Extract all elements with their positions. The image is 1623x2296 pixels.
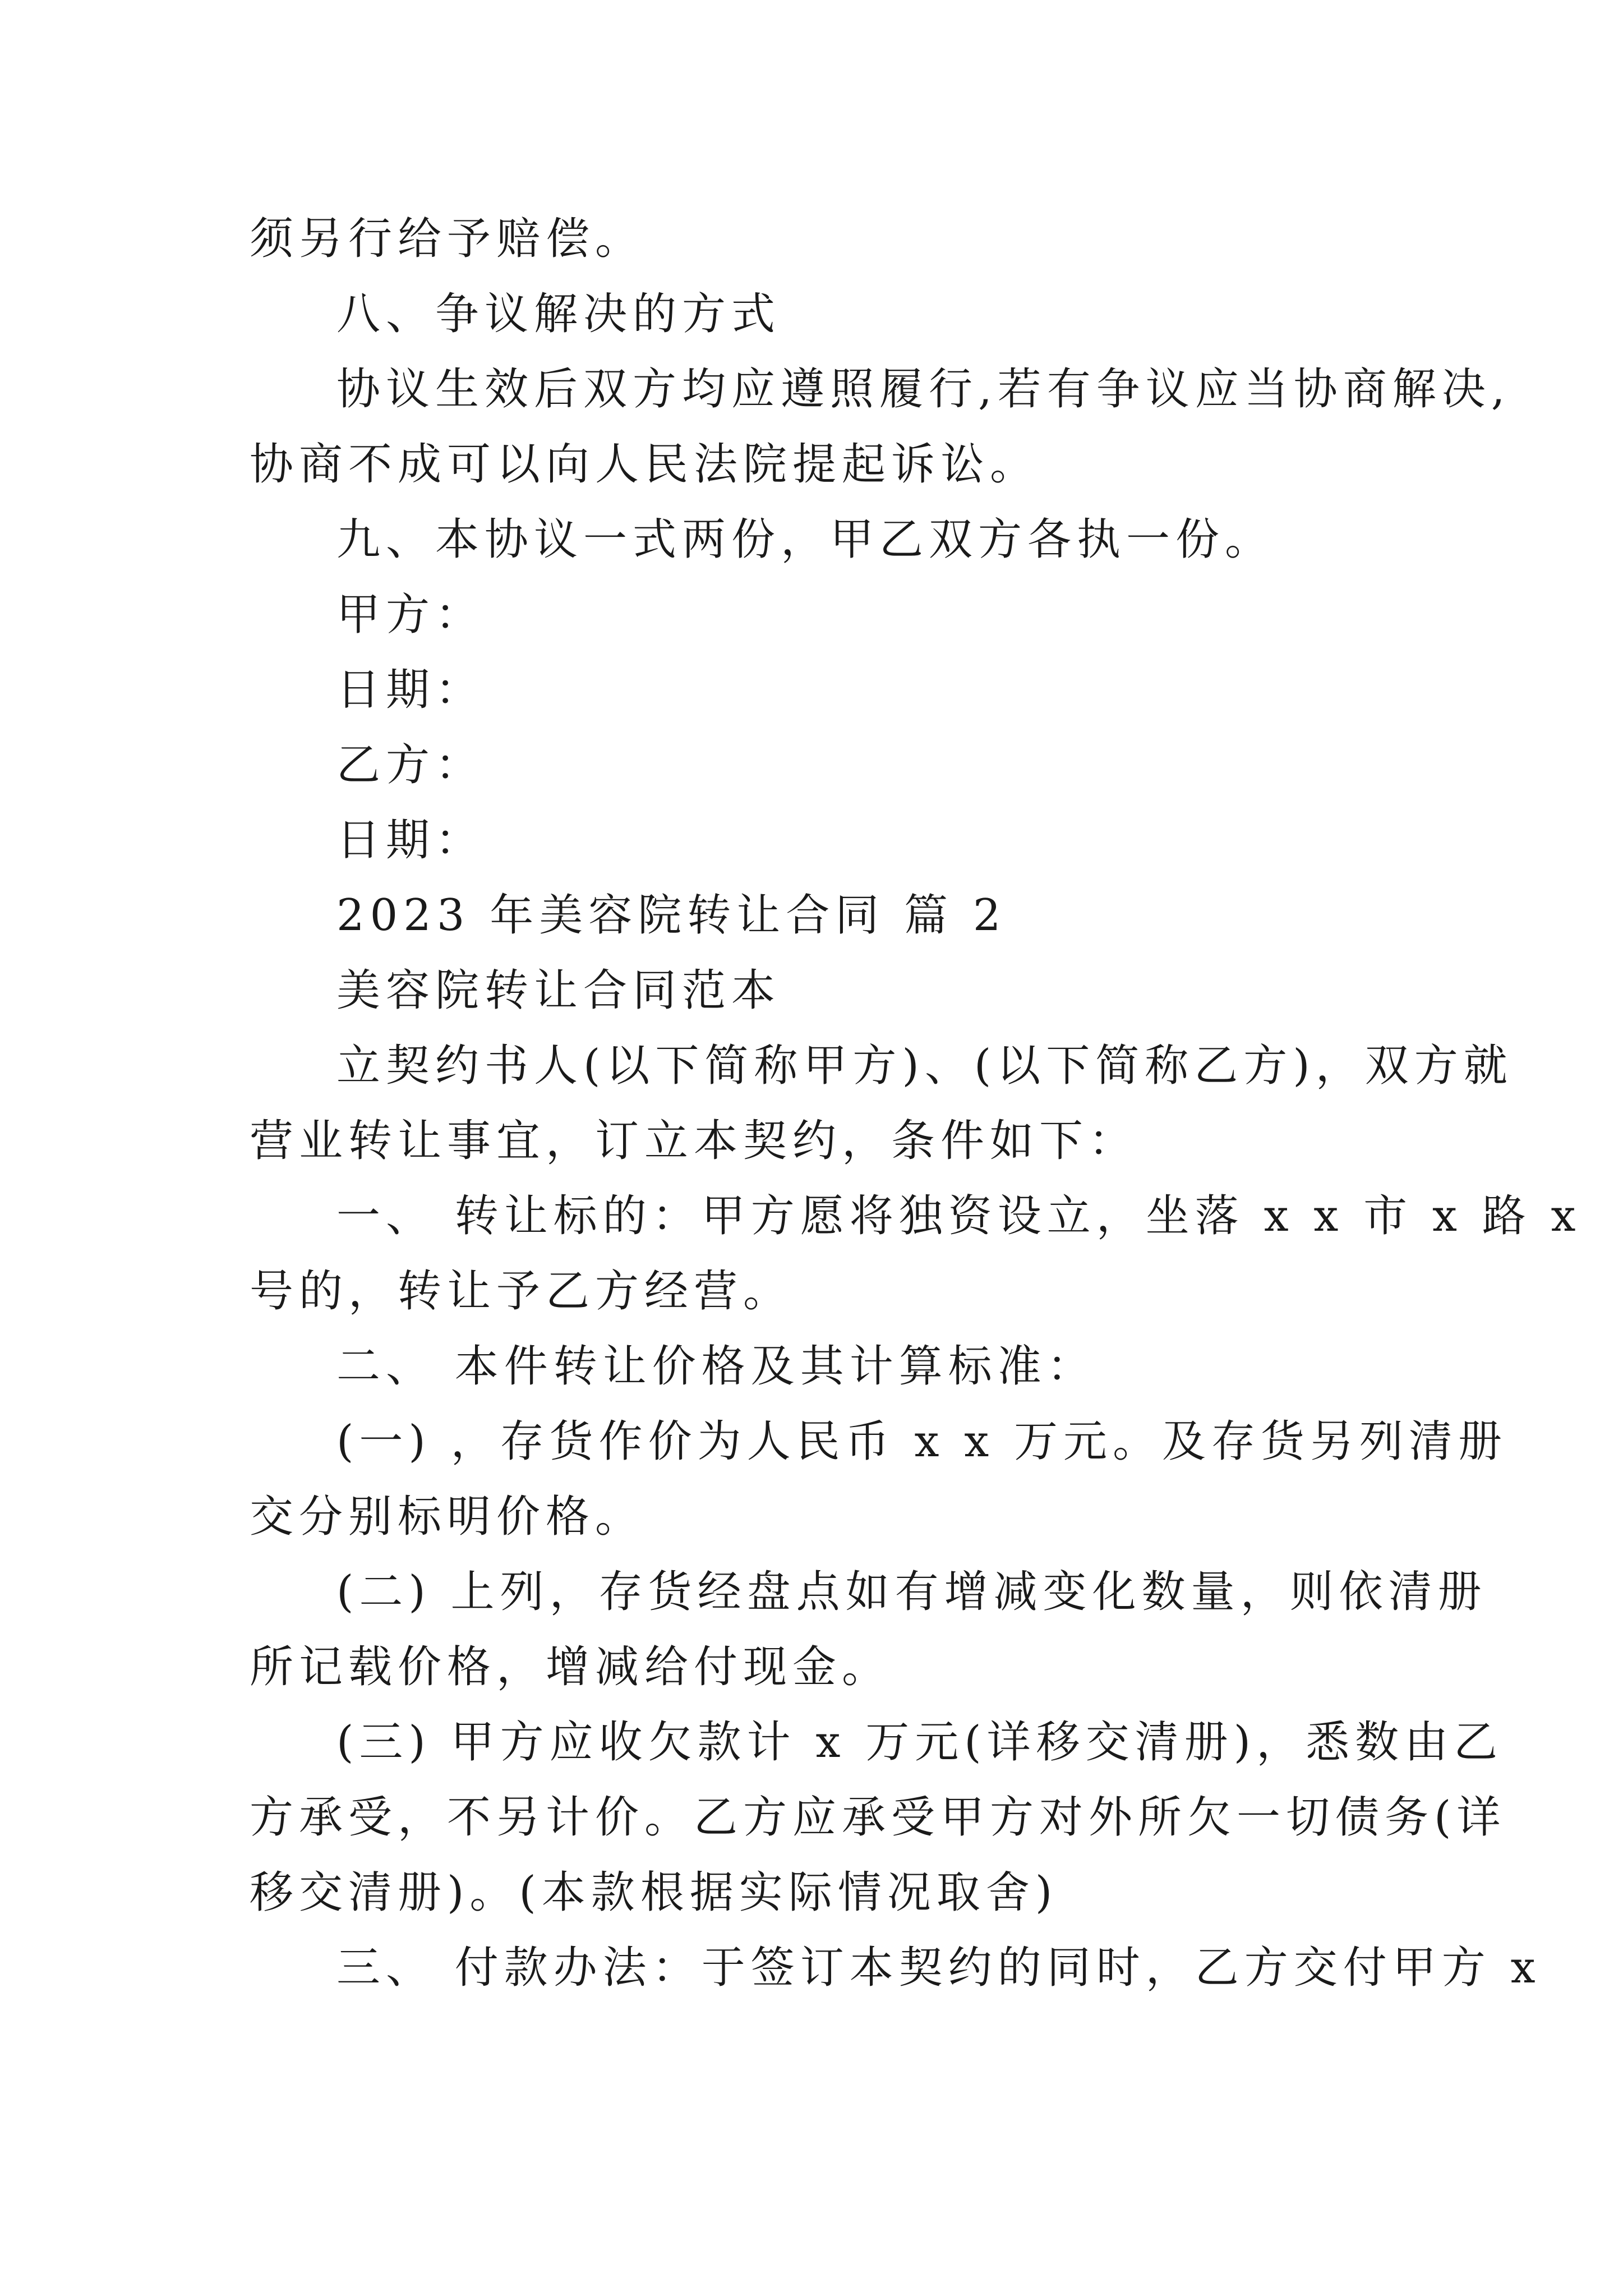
- text-line: 协议生效后双方均应遵照履行,若有争议应当协商解决,: [336, 364, 1511, 415]
- text-line: 二、 本件转让价格及其计算标准：: [336, 1341, 1096, 1392]
- text-line: 营业转让事宜，订立本契约，条件如下：: [250, 1116, 1138, 1166]
- text-line: 须另行给予赔偿。: [250, 214, 645, 264]
- text-line: 协商不成可以向人民法院提起诉讼。: [250, 439, 1040, 490]
- text-line: 一、 转让标的：甲方愿将独资设立，坐落 x x 市 x 路 x: [336, 1191, 1581, 1241]
- text-line: 方承受，不另计价。乙方应承受甲方对外所欠一切债务(详: [250, 1792, 1506, 1843]
- article-heading: 2023 年美容院转让合同 篇 2: [336, 890, 1007, 941]
- text-line: (一) ，存货作价为人民币 x x 万元。及存货另列清册: [336, 1416, 1508, 1467]
- text-line: 号的，转让予乙方经营。: [250, 1266, 793, 1317]
- article-subtitle: 美容院转让合同范本: [336, 965, 781, 1016]
- text-line: 立契约书人(以下简称甲方)、(以下简称乙方)，双方就: [336, 1041, 1513, 1091]
- section-heading: 八、争议解决的方式: [336, 289, 781, 339]
- text-line: 三、 付款办法：于签订本契约的同时，乙方交付甲方 x: [336, 1943, 1541, 1993]
- party-b-label: 乙方：: [336, 740, 485, 790]
- date-label: 日期：: [336, 665, 485, 715]
- text-line: 九、本协议一式两份，甲乙双方各执一份。: [336, 514, 1275, 565]
- text-line: (三) 甲方应收欠款计 x 万元(详移交清册)，悉数由乙: [336, 1717, 1504, 1768]
- text-line: 移交清册)。(本款根据实际情况取舍): [250, 1867, 1058, 1918]
- text-line: 所记载价格，增减给付现金。: [250, 1642, 892, 1692]
- party-a-label: 甲方：: [336, 590, 485, 640]
- date-label: 日期：: [336, 815, 485, 866]
- text-line: 交分别标明价格。: [250, 1492, 645, 1542]
- text-line: (二) 上列，存货经盘点如有增减变化数量，则依清册: [336, 1567, 1487, 1617]
